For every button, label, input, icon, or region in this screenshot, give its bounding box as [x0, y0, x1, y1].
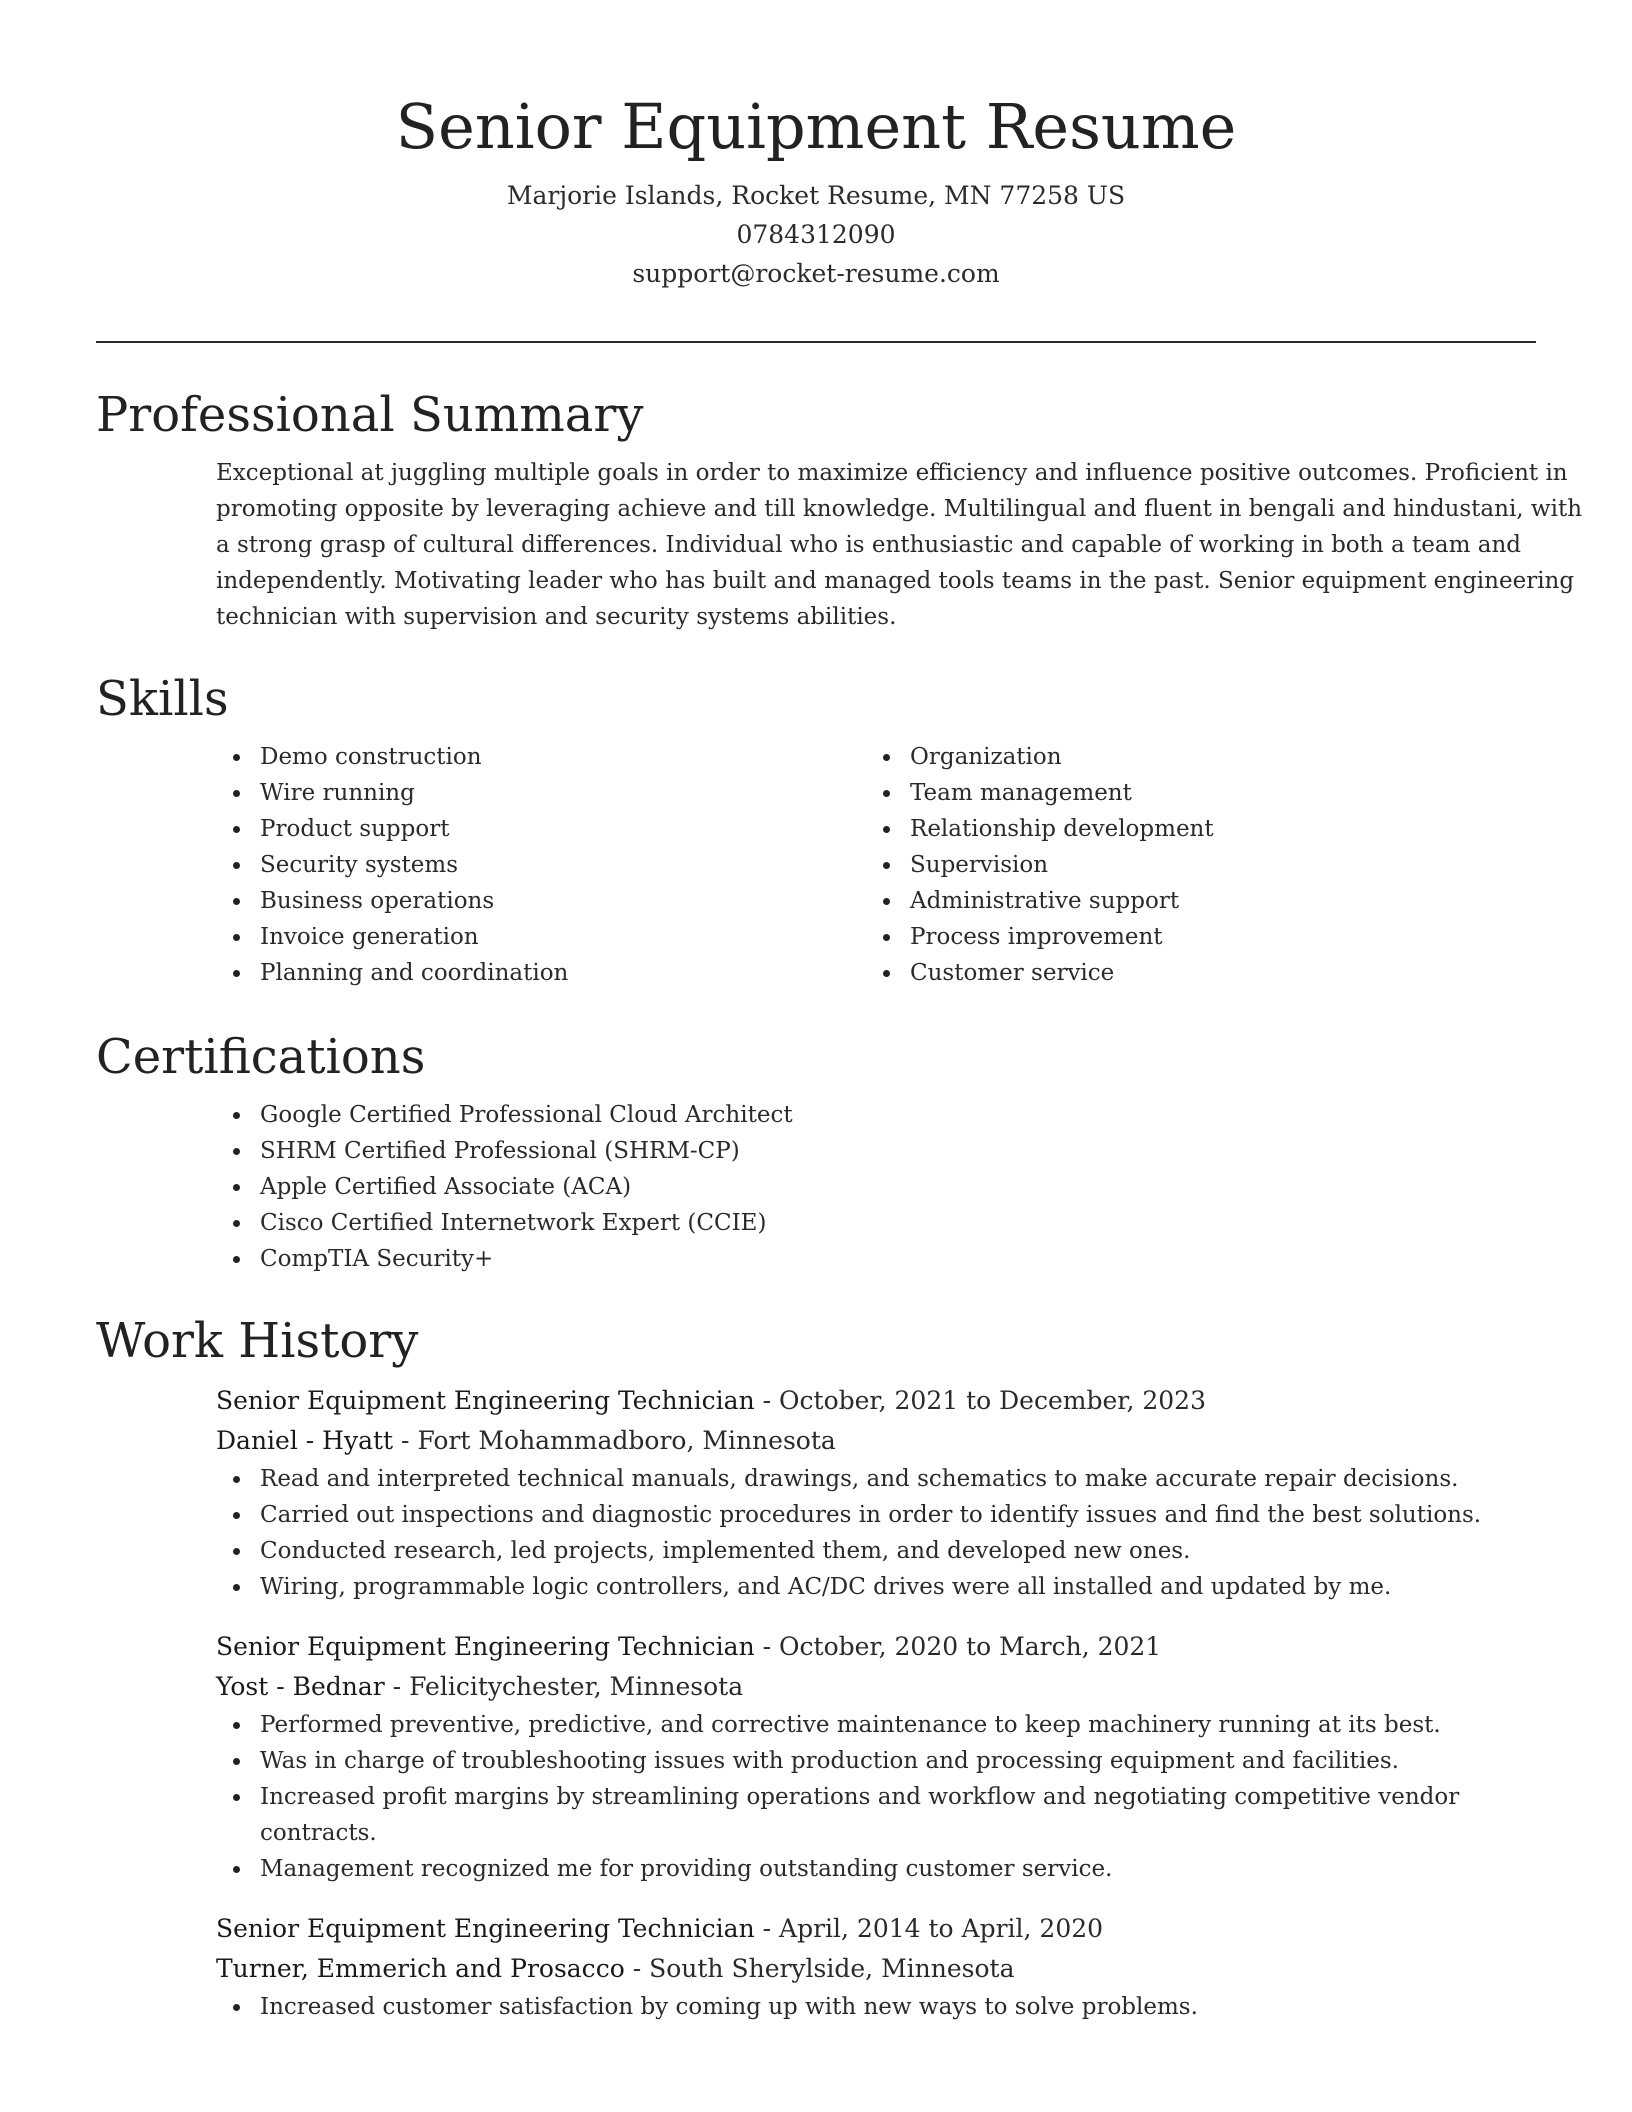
job-title: Senior Equipment Engineering Technician: [216, 1386, 755, 1415]
certifications-heading: Certifications: [96, 1029, 426, 1085]
skill-item: Relationship development: [746, 811, 1396, 847]
skills-grid: [96, 739, 1536, 991]
contact-phone: 0784312090: [736, 220, 896, 249]
job-dates: - October, 2020 to March, 2021: [754, 1632, 1162, 1661]
skill-item: Customer service: [746, 955, 1396, 991]
summary-section: [96, 383, 1583, 635]
job-bullet: Increased profit margins by streamlining operations and workflow and negotiating competitive vendor contracts.: [96, 1779, 1536, 1851]
job-location: - Fort Mohammadboro, Minnesota: [393, 1426, 836, 1455]
work-history-heading: Work History: [96, 1313, 419, 1369]
job-entry: [96, 1909, 1536, 2025]
certification-item: CompTIA Security+: [96, 1241, 1536, 1277]
skill-item: Administrative support: [746, 883, 1396, 919]
skill-item: Supervision: [746, 847, 1396, 883]
job-bullet: Read and interpreted technical manuals, drawings, and schematics to make accurate repair decisions.: [96, 1461, 1536, 1497]
job-company-line: [96, 1421, 1536, 1461]
skills-heading: Skills: [96, 671, 229, 727]
job-bullet: Increased customer satisfaction by coming up with new ways to solve problems.: [96, 1989, 1536, 2025]
job-title-line: [96, 1381, 1536, 1421]
skill-item: Business operations: [96, 883, 746, 919]
certification-item: Google Certified Professional Cloud Architect: [96, 1097, 1536, 1133]
contact-address: Marjorie Islands, Rocket Resume, MN 77258 US: [506, 181, 1126, 210]
skills-column-right: [746, 739, 1396, 991]
skills-list-right: [746, 739, 1396, 991]
work-history-section: [96, 1309, 1536, 2025]
job-bullet: Management recognized me for providing outstanding customer service.: [96, 1851, 1536, 1887]
skills-list-left: [96, 739, 746, 991]
job-dates: - April, 2014 to April, 2020: [754, 1914, 1104, 1943]
job-bullet: Conducted research, led projects, implemented them, and developed new ones.: [96, 1533, 1536, 1569]
job-entry: [96, 1627, 1536, 1887]
certification-item: Cisco Certified Internetwork Expert (CCIE): [96, 1205, 1536, 1241]
job-title: Senior Equipment Engineering Technician: [216, 1632, 755, 1661]
job-bullet: Performed preventive, predictive, and corrective maintenance to keep machinery running at its best.: [96, 1707, 1536, 1743]
skill-item: Team management: [746, 775, 1396, 811]
resume-title: Senior Equipment Resume: [395, 90, 1237, 163]
skill-item: Process improvement: [746, 919, 1396, 955]
job-bullets: [96, 1989, 1536, 2025]
job-bullet: Was in charge of troubleshooting issues with production and processing equipment and facilities.: [96, 1743, 1536, 1779]
contact-email: support@rocket-resume.com: [632, 259, 1000, 288]
summary-heading: Professional Summary: [96, 387, 644, 443]
job-company: Yost - Bednar: [216, 1672, 385, 1701]
header-divider: [96, 341, 1536, 343]
skill-item: Product support: [96, 811, 746, 847]
skill-item: Wire running: [96, 775, 746, 811]
skill-item: Invoice generation: [96, 919, 746, 955]
resume-header: [96, 84, 1536, 293]
job-company: Daniel - Hyatt: [216, 1426, 394, 1455]
job-title-line: [96, 1909, 1536, 1949]
job-company: Turner, Emmerich and Prosacco: [216, 1954, 625, 1983]
certification-item: SHRM Certified Professional (SHRM-CP): [96, 1133, 1536, 1169]
skills-section: [96, 667, 1536, 991]
job-bullet: Carried out inspections and diagnostic procedures in order to identify issues and find the best solutions.: [96, 1497, 1536, 1533]
certifications-list: [96, 1097, 1536, 1277]
certifications-section: [96, 1025, 1536, 1277]
job-company-line: [96, 1949, 1536, 1989]
certification-item: Apple Certified Associate (ACA): [96, 1169, 1536, 1205]
job-title-line: [96, 1627, 1536, 1667]
job-bullet: Wiring, programmable logic controllers, and AC/DC drives were all installed and updated by me.: [96, 1569, 1536, 1605]
summary-text: Exceptional at juggling multiple goals in order to maximize efficiency and influence positive outcomes. Proficient in promoting opposite by leveraging achieve and till knowledge. Multilingual and fluent in bengali and hindustani, with a strong grasp of cultural differences. Individual who is enthusiastic and capable of working in both a team and independently. Motivating leader who has built and managed tools teams in the past. Senior equipment engineering technician with supervision and security systems abilities.: [216, 460, 1583, 630]
skill-item: Demo construction: [96, 739, 746, 775]
job-bullets: [96, 1707, 1536, 1887]
job-location: - Felicitychester, Minnesota: [384, 1672, 744, 1701]
job-location: - South Sherylside, Minnesota: [624, 1954, 1015, 1983]
skill-item: Planning and coordination: [96, 955, 746, 991]
job-entry: [96, 1381, 1536, 1605]
skill-item: Organization: [746, 739, 1396, 775]
job-title: Senior Equipment Engineering Technician: [216, 1914, 755, 1943]
skills-column-left: [96, 739, 746, 991]
job-dates: - October, 2021 to December, 2023: [754, 1386, 1206, 1415]
skill-item: Security systems: [96, 847, 746, 883]
job-bullets: [96, 1461, 1536, 1605]
job-company-line: [96, 1667, 1536, 1707]
